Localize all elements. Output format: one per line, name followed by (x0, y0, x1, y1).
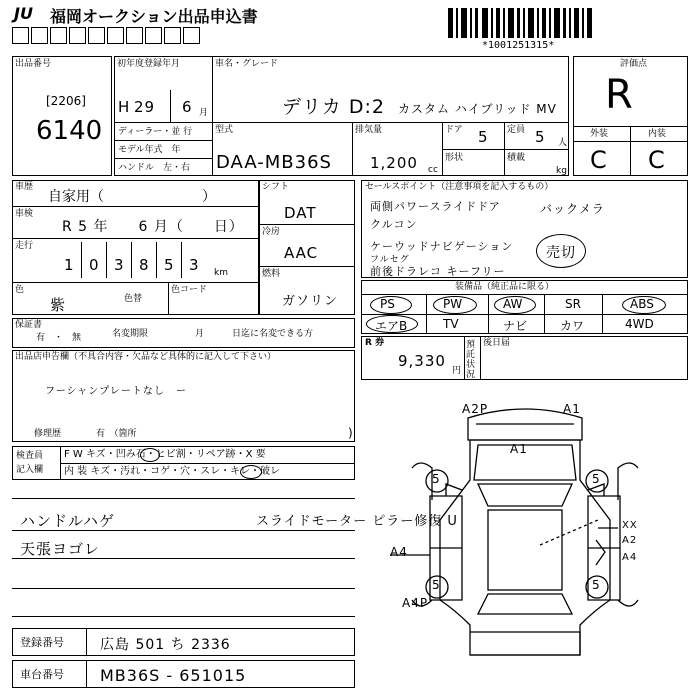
sales-point-line: クルコン (370, 218, 418, 231)
warranty-label: 保証書 (15, 320, 43, 330)
damage-mark: A4 (622, 552, 638, 563)
recycle-unit: 円 (452, 366, 462, 376)
lot-number-label: 出品番号 (15, 59, 52, 69)
damage-mark: A4 (390, 545, 408, 559)
inspector-note: スライドモーター ピラー修復 U (256, 514, 458, 529)
equipment-4wd: 4WD (625, 317, 654, 331)
mileage-digit: 1 (64, 256, 75, 274)
chassis-label: 車台番号 (20, 668, 64, 681)
damage-mark: A2P (462, 402, 489, 416)
color-tone-label: 色替 (124, 294, 143, 304)
sales-point-line: 両側パワースライドドア (370, 200, 501, 213)
mileage-unit: km (214, 268, 228, 278)
color-code-label: 色コード (171, 285, 208, 295)
rating-value: R (605, 72, 634, 118)
sales-point-line: 前後ドラレコ キーフリー (370, 265, 506, 278)
aircon-value: AAC (284, 244, 319, 262)
damage-mark: A1 (510, 442, 528, 456)
inspector-row-exterior: F W キズ・凹み石・ヒビ割・リペア跡・X 要 (64, 449, 266, 460)
sales-point-line: ケーウッドナビゲーション (370, 240, 514, 253)
interior-grade: C (648, 146, 666, 174)
fuel-label: 燃料 (262, 269, 281, 279)
repair-history-label: 修理歴 (34, 429, 62, 439)
damage-mark: 5 (432, 578, 441, 592)
color-label: 色 (15, 285, 25, 295)
name-change-note: 日迄に名変できる方 (232, 329, 314, 339)
seats-unit: 人 (558, 138, 568, 148)
first-reg-year: 29 (134, 98, 156, 116)
sales-points-label: セールスポイント（注意事項を記入するもの） (365, 182, 554, 192)
interior-label: 内装 (648, 129, 667, 139)
sold-stamp: 売切 (546, 245, 576, 261)
color-value: 紫 (50, 296, 67, 314)
recycle-report-label: 後日届 (483, 338, 511, 348)
first-reg-month: 6 (182, 98, 193, 116)
doors-value: 5 (478, 128, 489, 146)
damage-mark: 5 (592, 472, 601, 486)
damage-mark: A1 (563, 402, 581, 416)
registration-value: 広島 501 ち 2336 (100, 637, 231, 653)
model-year-label: モデル年式 年 (118, 145, 181, 155)
shift-value: DAT (284, 204, 317, 222)
name-change-month: 月 (195, 329, 205, 339)
warranty-options: 有 ・ 無 (36, 333, 82, 343)
seats-label: 定員 (507, 125, 526, 135)
recycle-label: R 券 (365, 338, 385, 348)
damage-mark: XX (622, 520, 638, 531)
equipment-label: 装備品（純正品に限る） (455, 282, 555, 292)
car-model: デリカ D:2 (282, 96, 385, 118)
dealer-label: ディーラー・並 行 (118, 127, 193, 137)
exterior-label: 外装 (590, 129, 609, 139)
equipment-pw: PW (443, 297, 463, 311)
mileage-digit: 3 (114, 256, 125, 274)
car-grade: カスタム ハイブリッド MV (398, 102, 557, 116)
equipment-tv: TV (443, 317, 459, 331)
shape-label: 形状 (445, 153, 464, 163)
exterior-grade: C (590, 146, 608, 174)
lot-code: [2206] (46, 94, 86, 108)
load-unit: kg (556, 166, 567, 176)
first-reg-month-unit: 月 (199, 108, 209, 118)
declaration-text: フーシャンプレートなし ー (45, 386, 187, 397)
sales-point-camera: バックメラ (540, 202, 605, 216)
displacement-label: 排気量 (355, 125, 383, 135)
damage-mark: 5 (432, 472, 441, 486)
seats-value: 5 (535, 128, 546, 146)
registration-label: 登録番号 (20, 636, 64, 649)
model-code-label: 型式 (215, 125, 234, 135)
repair-history-options: 有 （箇所 (96, 429, 137, 439)
equipment-leather: カワ (560, 319, 585, 333)
form-title: 福岡オークション出品申込書 (50, 7, 258, 26)
equipment-navi: ナビ (503, 319, 528, 333)
mileage-digit: 8 (139, 256, 150, 274)
rating-label: 評価点 (620, 59, 648, 69)
handle-label: ハンドル 左・右 (118, 163, 191, 173)
first-reg-label: 初年度登録年月 (117, 59, 181, 69)
recycle-deposit-label: 預託状況 (466, 340, 476, 380)
equipment-abs: ABS (630, 297, 654, 311)
doors-label: ドア (445, 125, 463, 135)
damage-mark: A4P (402, 596, 429, 610)
first-reg-era: H (118, 98, 131, 116)
inspector-row-interior: 内 装 キズ・汚れ・コゲ・穴・スレ・キレ・破レ (64, 466, 281, 477)
inspector-note: 天張ヨゴレ (20, 540, 101, 558)
lot-number: 6140 (36, 116, 103, 146)
inspector-label-2: 記入欄 (16, 465, 44, 475)
equipment-airbag: エアB (375, 319, 408, 333)
name-change-label: 名変期限 (112, 329, 149, 339)
declaration-label: 出品店申告欄（不具合内容・欠品など具体的に記入して下さい） (15, 352, 277, 362)
chassis-value: MB36S - 651015 (100, 666, 247, 685)
recycle-value: 9,330 (398, 352, 446, 370)
mileage-digit: 5 (164, 256, 175, 274)
equipment-ps: PS (380, 297, 395, 311)
barcode-number: *1001251315* (482, 40, 555, 51)
inspection-label: 車検 (15, 209, 34, 219)
logo-mark: JU (14, 4, 33, 23)
mileage-label: 走行 (15, 241, 34, 251)
load-label: 積載 (507, 153, 526, 163)
usage-value: 自家用（ ） (48, 189, 216, 205)
equipment-sr: SR (565, 297, 581, 311)
mileage-digit: 3 (189, 256, 200, 274)
damage-mark: A2 (622, 535, 638, 546)
car-name-label: 車名・グレード (215, 59, 279, 69)
model-code-value: DAA-MB36S (216, 152, 332, 173)
inspection-value: R 5 年 6 月（ 日） (62, 219, 244, 235)
damage-mark: 5 (592, 578, 601, 592)
displacement-unit: cc (428, 165, 438, 175)
aircon-label: 冷房 (262, 227, 281, 237)
inspector-note: ハンドルハゲ (20, 512, 115, 530)
usage-label: 車歴 (15, 182, 34, 192)
fuel-value: ガソリン (282, 294, 339, 309)
inspector-label: 検査員 (16, 451, 44, 461)
equipment-aw: AW (503, 297, 523, 311)
sales-point-line: フルセグ (370, 255, 410, 265)
mileage-digit: 0 (89, 256, 100, 274)
displacement-value: 1,200 (370, 154, 418, 172)
shift-label: シフト (262, 182, 290, 192)
